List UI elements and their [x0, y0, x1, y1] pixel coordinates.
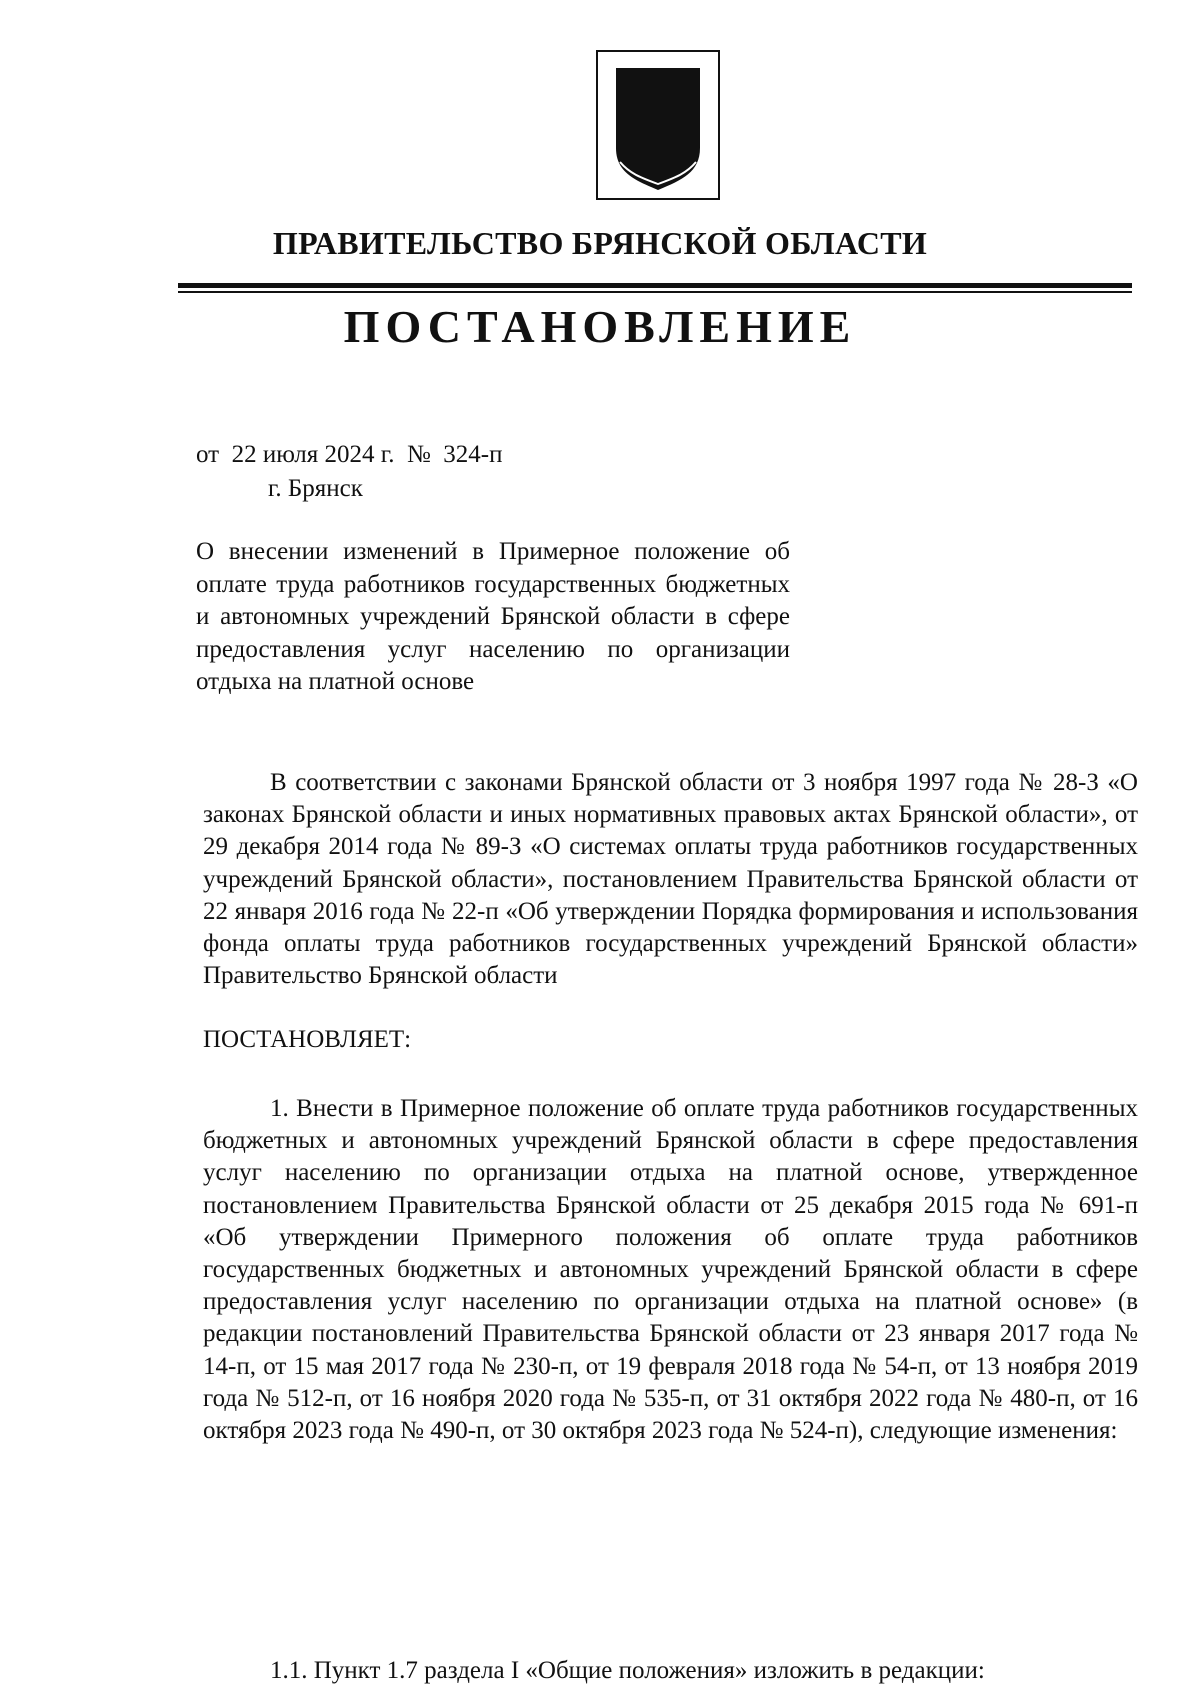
- document-type-title: ПОСТАНОВЛЕНИЕ: [343, 301, 857, 352]
- resolve-heading: ПОСТАНОВЛЯЕТ:: [203, 1026, 412, 1053]
- coat-of-arms-emblem: [596, 50, 720, 200]
- item-1-1-paragraph: 1.1. Пункт 1.7 раздела I «Общие положения» изложить в редакции:: [270, 1657, 985, 1684]
- item-1-paragraph: 1. Внести в Примерное положение об оплате труда работников государственных бюджетных и автономных учреждений Брянской области в сфере предоставления услуг населению по организации отдыха на платной основе, утвержденное постановлением Правительства Брянской области от 25 декабря 2015 года № 691-п «Об утверждении Примерного положения об оплате труда работников государственных бюджетных и автономных учреждений Брянской области в сфере предоставления услуг населению по организации отдыха на платной основе» (в редакции постановлений Правительства Брянской области от 23 января 2017 года № 14-п, от 15 мая 2017 года № 230-п, от 19 февраля 2018 года № 54-п, от 13 ноября 2019 года № 512-п, от 16 ноября 2020 года № 535-п, от 31 октября 2022 года № 480-п, от 16 октября 2023 года № 490-п, от 30 октября 2023 года № 524-п), следующие изменения:: [203, 1095, 1138, 1445]
- document-subject: О внесении изменений в Примерное положение об оплате труда работников государственных бюджетных и автономных учреждений Брянской области в сфере предоставления услуг населению по организации отдыха на платной основе: [196, 538, 790, 695]
- preamble-paragraph: В соответствии с законами Брянской области от 3 ноября 1997 года № 28-З «О законах Брянской области и иных нормативных правовых актах Брянской области», от 29 декабря 2014 года № 89-З «О системах оплаты труда работников государственных учреждений Брянской области», постановлением Правительства Брянской области от 22 января 2016 года № 22-п «Об утверждении Порядка формирования и использования фонда оплаты труда работников государственных учреждений Брянской области» Правительство Брянской области: [203, 769, 1138, 990]
- header-rule-thin: [178, 291, 1132, 293]
- document-city: г. Брянск: [268, 475, 363, 502]
- header-rule-thick: [178, 283, 1132, 288]
- document-date-number: от 22 июля 2024 г. № 324-п: [196, 441, 503, 468]
- government-name: ПРАВИТЕЛЬСТВО БРЯНСКОЙ ОБЛАСТИ: [272, 225, 928, 261]
